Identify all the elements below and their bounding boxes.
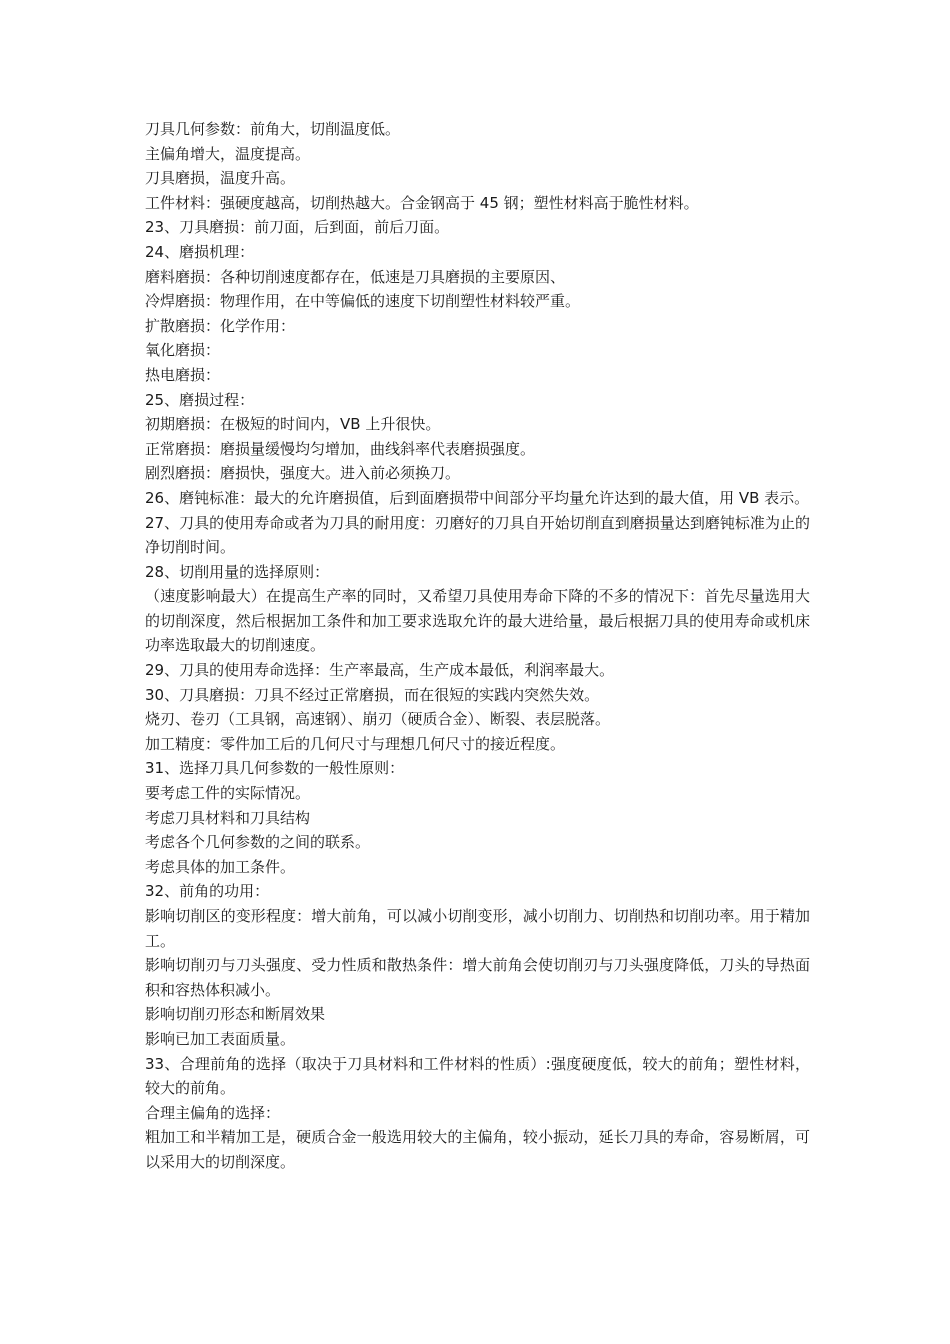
text-line: 影响切削刃形态和断屑效果 [145, 1005, 326, 1024]
text-line: 加工精度：零件加工后的几何尺寸与理想几何尺寸的接近程度。 [145, 734, 566, 753]
text-line: 考虑具体的加工条件。 [145, 857, 296, 876]
text-line: 影响切削区的变形程度：增大前角，可以减小切削变形，减小切削力、切削热和切削功率。用于精加工。 [145, 907, 810, 950]
text-line: 磨料磨损：各种切削速度都存在，低速是刀具磨损的主要原因、 [145, 267, 566, 286]
text-line: 主偏角增大，温度提高。 [145, 144, 311, 163]
text-line: 32、前角的功用： [145, 882, 270, 901]
text-line: （速度影响最大）在提高生产率的同时，又希望刀具使用寿命下降的不多的情况下：首先尽量选用大的切削深度，然后根据加工条件和加工要求选取允许的最大进给量，最后根据刀具的使用寿命或机床功率选取最大的切削速度。 [145, 587, 810, 655]
text-line: 烧刃、卷刃（工具钢，高速钢）、崩刃（硬质合金）、断裂、表层脱落。 [145, 710, 611, 729]
text-line: 冷焊磨损：物理作用，在中等偏低的速度下切削塑性材料较严重。 [145, 292, 581, 311]
text-line: 考虑刀具材料和刀具结构 [145, 808, 311, 827]
text-line: 要考虑工件的实际情况。 [145, 784, 311, 803]
text-line: 扩散磨损：化学作用： [145, 316, 296, 335]
text-line: 25、磨损过程： [145, 390, 255, 409]
text-line: 33、合理前角的选择（取决于刀具材料和工件材料的性质）:强度硬度低，较大的前角；塑性材料，较大的前角。 [145, 1054, 810, 1098]
text-line: 26、磨钝标准：最大的允许磨损值，后到面磨损带中间部分平均量允许达到的最大值，用 VB 表示。 [145, 488, 810, 507]
text-line: 剧烈磨损：磨损快，强度大。进入前必须换刀。 [145, 464, 461, 483]
text-line: 24、磨损机理： [145, 242, 255, 261]
text-line: 合理主偏角的选择： [145, 1103, 281, 1122]
text-line: 刀具磨损，温度升高。 [145, 169, 296, 188]
text-line: 刀具几何参数：前角大，切削温度低。 [145, 120, 401, 138]
text-line: 23、刀具磨损：前刀面，后到面，前后刀面。 [145, 218, 450, 237]
text-line: 30、刀具磨损：刀具不经过正常磨损，而在很短的实践内突然失效。 [145, 685, 600, 704]
text-line: 初期磨损：在极短的时间内，VB 上升很快。 [145, 415, 441, 434]
text-line: 影响已加工表面质量。 [145, 1029, 296, 1048]
text-line: 粗加工和半精加工是，硬质合金一般选用较大的主偏角，较小振动，延长刀具的寿命，容易断屑，可以采用大的切削深度。 [145, 1128, 810, 1171]
document-body [145, 117, 810, 1175]
text-line: 29、刀具的使用寿命选择：生产率最高，生产成本最低，利润率最大。 [145, 661, 615, 680]
text-line: 31、选择刀具几何参数的一般性原则： [145, 759, 405, 778]
text-line: 热电磨损： [145, 365, 221, 384]
text-line: 正常磨损：磨损量缓慢均匀增加，曲线斜率代表磨损强度。 [145, 439, 536, 458]
text-line: 27、刀具的使用寿命或者为刀具的耐用度：刃磨好的刀具自开始切削直到磨损量达到磨钝标准为止的净切削时间。 [145, 513, 810, 557]
text-line: 28、切削用量的选择原则： [145, 562, 330, 581]
text-line: 氧化磨损： [145, 341, 221, 360]
text-line: 考虑各个几何参数的之间的联系。 [145, 833, 371, 852]
text-line: 影响切削刃与刀头强度、受力性质和散热条件：增大前角会使切削刃与刀头强度降低，刀头的导热面积和容热体积减小。 [145, 956, 810, 999]
text-line: 工件材料：强硬度越高，切削热越大。合金钢高于 45 钢；塑性材料高于脆性材料。 [145, 193, 699, 212]
